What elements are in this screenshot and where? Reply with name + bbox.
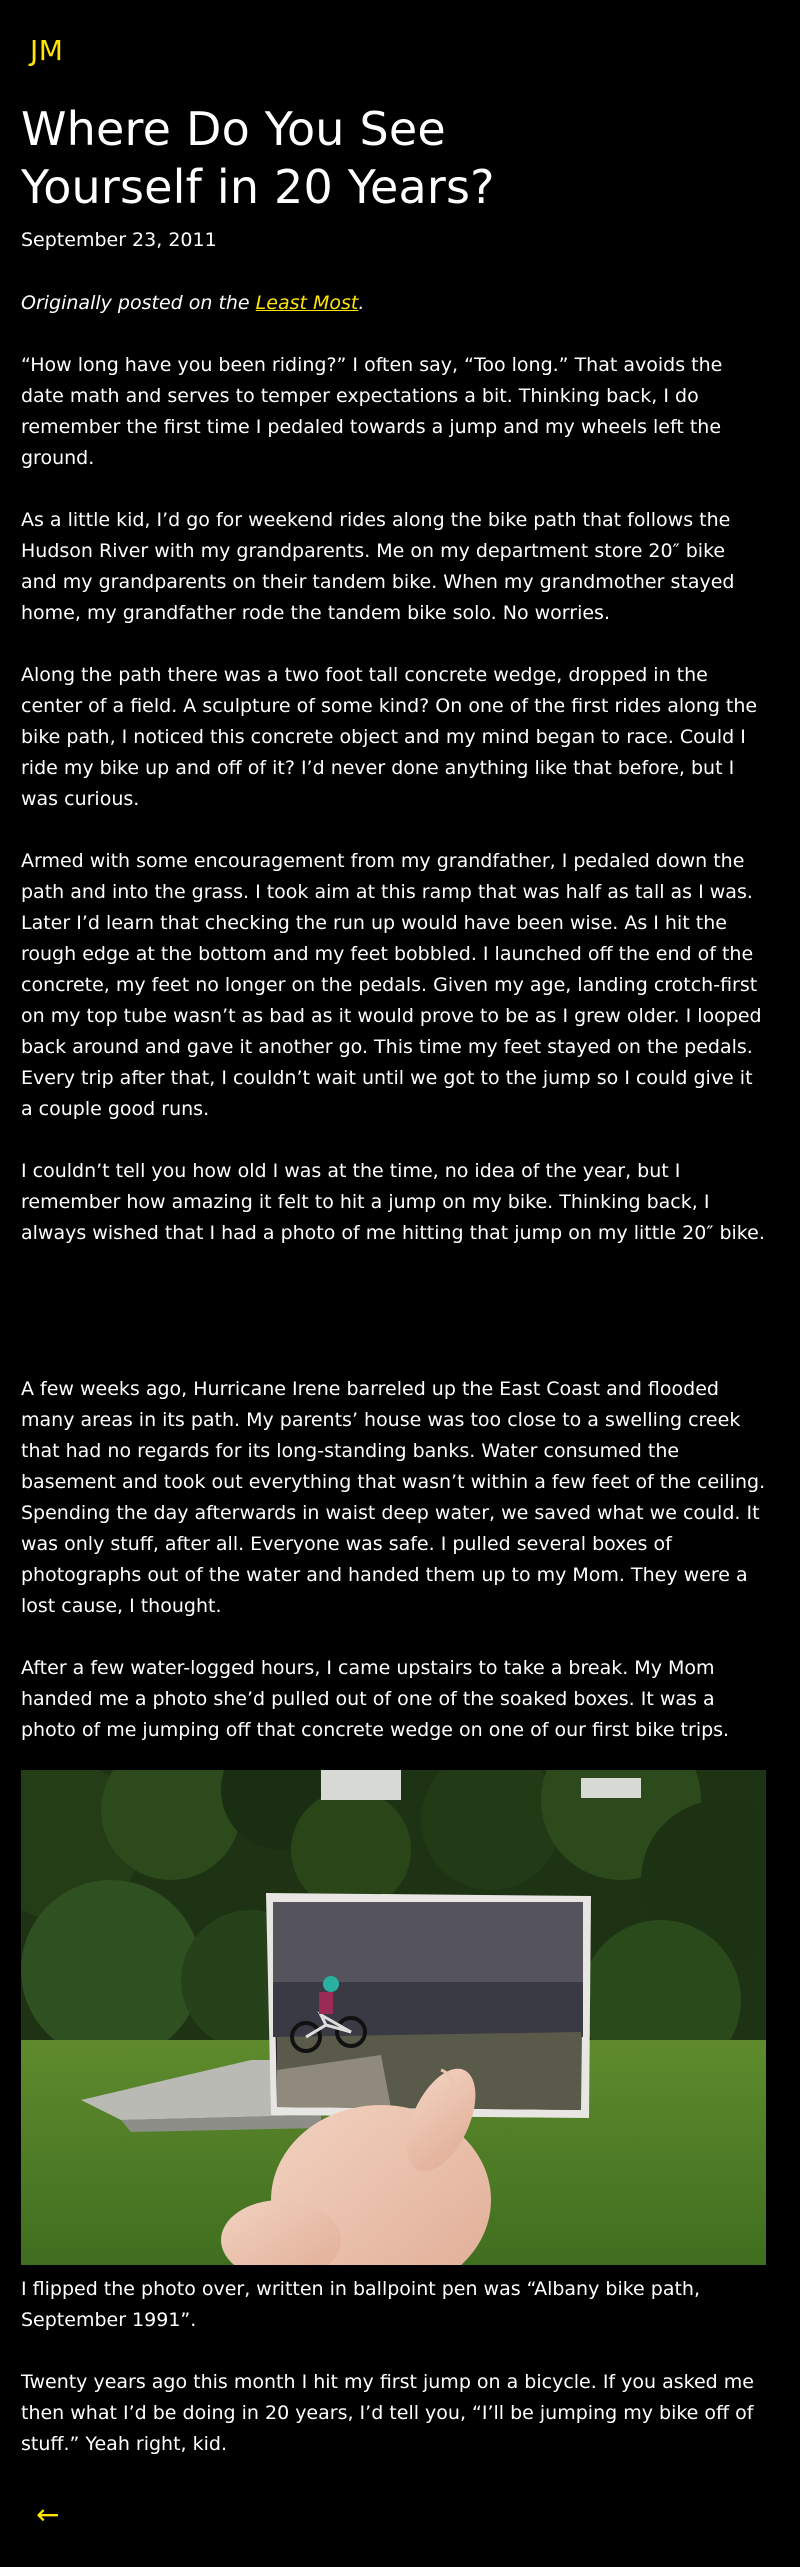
origin-prefix: Originally posted on the	[21, 292, 256, 314]
post-title: Where Do You See Yourself in 20 Years?	[21, 102, 495, 214]
site-logo[interactable]: JM	[30, 34, 64, 67]
paragraph-7: After a few water-logged hours, I came upstairs to take a break. My Mom handed me a photo she’d pulled out of one of the soaked boxes. It was a photo of me jumping off that concrete wedge on one of our first bike trips.	[21, 1657, 730, 1741]
origin-suffix: .	[358, 292, 365, 314]
paragraph-6: A few weeks ago, Hurricane Irene barreled up the East Coast and flooded many areas in its path. My parents’ house was too close to a swelling creek that had no regards for its long-standing banks. Water consumed the basement and took out everything that wasn’t within a few feet of the ceiling. Spending the day afterwards in waist deep water, we saved what we could. It was only stuff, after all. Everyone was safe. I pulled several boxes of photographs out of the water and handed them up to my Mom. They were a lost cause, I thought.	[21, 1378, 766, 1617]
held-photo-image	[21, 1770, 766, 2265]
paragraph-5: I couldn’t tell you how old I was at the time, no idea of the year, but I remember how amazing it felt to hit a jump on my bike. Thinking back, I always wished that I had a photo of me hitting that jump on my little 20″ bike.	[21, 1160, 765, 1244]
paragraph-1: “How long have you been riding?” I often say, “Too long.” That avoids the date math and serves to temper expectations a bit. Thinking back, I do remember the first time I pedaled towards a jump and my wheels left the ground.	[21, 354, 723, 469]
post-article	[21, 100, 766, 2460]
post-date: September 23, 2011	[21, 229, 217, 251]
least-most-link[interactable]: Least Most	[255, 292, 359, 314]
origin-note	[21, 288, 766, 319]
paragraph-3: Along the path there was a two foot tall concrete wedge, dropped in the center of a field. A sculpture of some kind? On one of the first rides along the bike path, I noticed this concrete object and my mind began to race. Could I ride my bike up and off of it? I’d never done anything like that before, but I was curious.	[21, 664, 758, 810]
photo-caption: I flipped the photo over, written in ballpoint pen was “Albany bike path, September 1991”.	[21, 2278, 701, 2331]
back-arrow-link[interactable]: ←	[36, 2498, 60, 2531]
closing-paragraph: Twenty years ago this month I hit my first jump on a bicycle. If you asked me then what I’d be doing in 20 years, I’d tell you, “I’ll be jumping my bike off of stuff.” Yeah right, kid.	[21, 2371, 754, 2455]
paragraph-4: Armed with some encouragement from my grandfather, I pedaled down the path and into the grass. I took aim at this ramp that was half as tall as I was. Later I’d learn that checking the run up would have been wise. As I hit the rough edge at the bottom and my feet bobbled. I launched off the end of the concrete, my feet no longer on the pedals. Given my age, landing crotch-first on my top tube wasn’t as bad as it would prove to be as I grew older. I looped back around and gave it another go. This time my feet stayed on the pedals. Every trip after that, I couldn’t wait until we got to the jump so I could give it a couple good runs.	[21, 850, 762, 1120]
paragraph-2: As a little kid, I’d go for weekend rides along the bike path that follows the Hudson River with my grandparents. Me on my department store 20″ bike and my grandparents on their tandem bike. When my grandmother stayed home, my grandfather rode the tandem bike solo. No worries.	[21, 509, 735, 624]
